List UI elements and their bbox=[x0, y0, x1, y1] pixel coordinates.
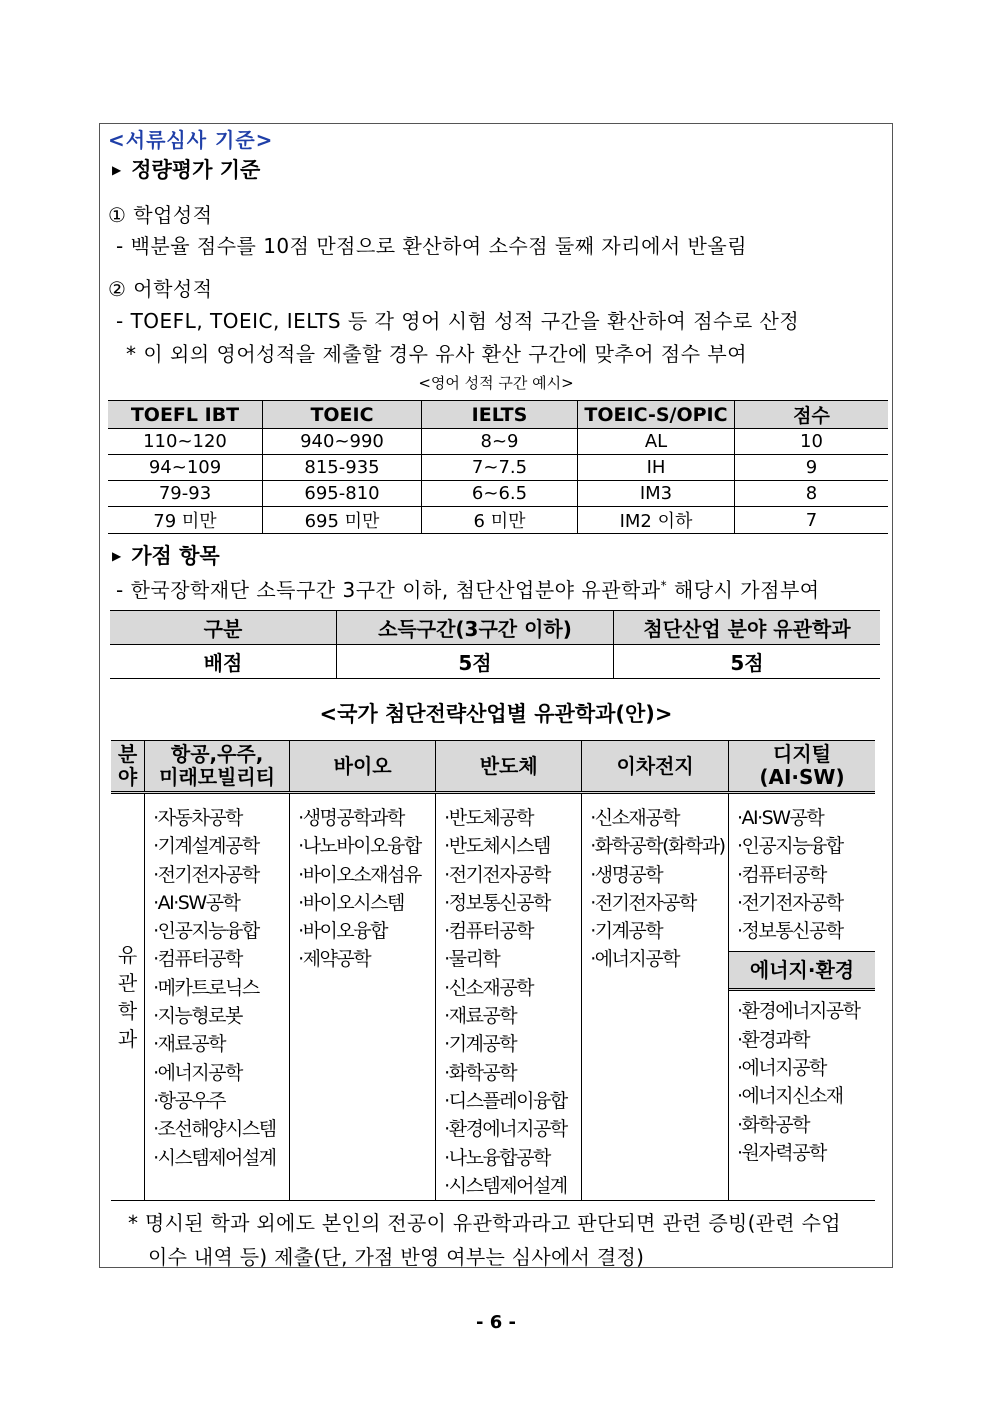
list-item: ·디스플레이융합 bbox=[444, 1089, 567, 1112]
list-item: ·기계공학 bbox=[590, 920, 663, 943]
list-item: ·신소재공학 bbox=[444, 976, 533, 999]
department-list bbox=[729, 793, 876, 1201]
table-cell: 6~6.5 bbox=[422, 481, 578, 507]
list-item: ·AI·SW공학 bbox=[153, 891, 240, 914]
list-item: ·반도체공학 bbox=[444, 807, 533, 829]
list-item: ·나노바이오융합 bbox=[298, 835, 421, 858]
list-item: ·에너지공학 bbox=[590, 948, 679, 971]
table-cell: 9 bbox=[735, 455, 889, 481]
list-item: ·메카트로닉스 bbox=[153, 976, 259, 999]
table-cell: 8 bbox=[735, 481, 889, 507]
list-item: ·전기전자공학 bbox=[590, 891, 696, 914]
department-list bbox=[582, 793, 729, 1201]
list-item: ·시스템제어설계 bbox=[153, 1146, 276, 1169]
column-header: 점수 bbox=[735, 401, 889, 429]
list-item: ·원자력공학 bbox=[737, 1141, 826, 1164]
list-item: ·물리학 bbox=[444, 948, 500, 971]
language-line: - TOEFL, TOEIC, IELTS 등 각 영어 시험 성적 구간을 환산하여 점수로 산정 bbox=[116, 309, 800, 333]
english-table-caption: <영어 성적 구간 예시> bbox=[418, 374, 574, 392]
list-item: ·에너지신소재 bbox=[737, 1085, 843, 1108]
list-item: ·컴퓨터공학 bbox=[153, 948, 242, 971]
list-item: ·바이오시스템 bbox=[298, 891, 404, 914]
table-cell: 940~990 bbox=[263, 429, 422, 455]
list-item: ·바이오융합 bbox=[298, 920, 387, 943]
list-item: ·신소재공학 bbox=[590, 807, 679, 829]
column-header: TOEIC bbox=[263, 401, 422, 429]
list-item: ·지능형로봇 bbox=[153, 1005, 242, 1028]
list-item: ·에너지공학 bbox=[153, 1061, 242, 1084]
table-cell: 79-93 bbox=[108, 481, 263, 507]
table-cell: 7 bbox=[735, 507, 889, 534]
bonus-section-title: ▶ 가점 항목 bbox=[112, 544, 220, 568]
list-item: ·전기전자공학 bbox=[737, 891, 843, 914]
column-header: TOEFL IBT bbox=[108, 401, 263, 429]
section-header: <서류심사 기준> bbox=[108, 128, 274, 152]
list-item: ·자동차공학 bbox=[153, 807, 242, 829]
table-row bbox=[108, 429, 888, 455]
energy-environment-list bbox=[737, 991, 875, 1167]
table-cell: 10 bbox=[735, 429, 889, 455]
table-header-row bbox=[111, 741, 875, 793]
table-header-row bbox=[108, 401, 888, 429]
list-item: ·에너지공학 bbox=[737, 1057, 826, 1080]
table-cell: 110~120 bbox=[108, 429, 263, 455]
column-header: 구분 bbox=[110, 611, 337, 645]
table-cell: 8~9 bbox=[422, 429, 578, 455]
list-item: ·재료공학 bbox=[444, 1005, 517, 1028]
table-cell: 6 미만 bbox=[422, 507, 578, 534]
list-item: ·정보통신공학 bbox=[737, 920, 843, 943]
column-header: 첨단산업 분야 유관학과 bbox=[614, 611, 881, 645]
list-item: ·정보통신공학 bbox=[444, 891, 550, 914]
list-item: ·조선해양시스템 bbox=[153, 1118, 276, 1141]
list-item: ·전기전자공학 bbox=[153, 863, 259, 886]
list-item: ·컴퓨터공학 bbox=[737, 863, 826, 886]
department-list bbox=[290, 793, 436, 1201]
list-item: ·바이오소재섬유 bbox=[298, 863, 421, 886]
list-item: ·AI·SW공학 bbox=[737, 807, 824, 829]
row-label: 유 관 학 과 bbox=[111, 793, 145, 1201]
quant-section-title: ▶ 정량평가 기준 bbox=[112, 158, 261, 182]
list-item: ·항공우주 bbox=[153, 1089, 226, 1112]
list-item: ·환경에너지공학 bbox=[737, 1000, 860, 1023]
column-header: TOEIC-S/OPIC bbox=[578, 401, 735, 429]
department-list bbox=[145, 793, 290, 1201]
academic-line: - 백분율 점수를 10점 만점으로 환산하여 소수점 둘째 자리에서 반올림 bbox=[116, 234, 748, 258]
column-header: 이차전지 bbox=[582, 741, 729, 793]
list-item: ·환경에너지공학 bbox=[444, 1118, 567, 1141]
table-cell: IH bbox=[578, 455, 735, 481]
column-header: 항공,우주, 미래모빌리티 bbox=[145, 741, 290, 793]
list-item: ·제약공학 bbox=[298, 948, 371, 971]
page-number: - 6 - bbox=[476, 1312, 516, 1333]
language-note: * 이 외의 영어성적을 제출할 경우 유사 환산 구간에 맞추어 점수 부여 bbox=[126, 342, 748, 366]
table-row bbox=[108, 507, 888, 534]
table-row bbox=[108, 455, 888, 481]
triangle-bullet-icon: ▶ bbox=[112, 549, 122, 563]
department-list bbox=[436, 793, 582, 1201]
bonus-table bbox=[110, 610, 880, 679]
field-corner-header: 분 야 bbox=[111, 741, 145, 793]
table-cell: 5점 bbox=[337, 645, 614, 679]
english-score-table bbox=[108, 400, 888, 534]
column-header: 반도체 bbox=[436, 741, 582, 793]
list-item: ·인공지능융합 bbox=[153, 920, 259, 943]
column-header: IELTS bbox=[422, 401, 578, 429]
bonus-line: - 한국장학재단 소득구간 3구간 이하, 첨단산업분야 유관학과* 해당시 가점부여 bbox=[116, 578, 820, 602]
list-item: ·기계설계공학 bbox=[153, 835, 259, 858]
list-item: ·생명공학과학 bbox=[298, 807, 404, 829]
list-item: ·컴퓨터공학 bbox=[444, 920, 533, 943]
table-cell: 695-810 bbox=[263, 481, 422, 507]
list-item: ·화학공학(화학과) bbox=[590, 835, 725, 858]
list-item: ·기계공학 bbox=[444, 1033, 517, 1056]
list-item: ·환경과학 bbox=[737, 1028, 809, 1051]
table-cell: 79 미만 bbox=[108, 507, 263, 534]
list-item: ·재료공학 bbox=[153, 1033, 226, 1056]
list-item: ·시스템제어설계 bbox=[444, 1174, 567, 1197]
column-header: 소득구간(3구간 이하) bbox=[337, 611, 614, 645]
table-cell: 7~7.5 bbox=[422, 455, 578, 481]
energy-environment-header: 에너지·환경 bbox=[729, 951, 875, 991]
table-cell: 배점 bbox=[110, 645, 337, 679]
table-cell: IM2 이하 bbox=[578, 507, 735, 534]
column-header: 바이오 bbox=[290, 741, 436, 793]
list-item: ·화학공학 bbox=[444, 1061, 517, 1084]
table-cell: 695 미만 bbox=[263, 507, 422, 534]
language-label: ② 어학성적 bbox=[108, 277, 213, 301]
list-item: ·인공지능융합 bbox=[737, 835, 843, 858]
list-item: ·반도체시스템 bbox=[444, 835, 550, 858]
list-item: ·나노융합공학 bbox=[444, 1146, 550, 1169]
list-item: ·화학공학 bbox=[737, 1113, 809, 1136]
table-cell: IM3 bbox=[578, 481, 735, 507]
table-cell: 5점 bbox=[614, 645, 881, 679]
triangle-bullet-icon: ▶ bbox=[112, 163, 122, 177]
list-item: ·생명공학 bbox=[590, 863, 663, 886]
departments-title: <국가 첨단전략산업별 유관학과(안)> bbox=[319, 702, 673, 726]
column-header: 디지털 (AI·SW) bbox=[729, 741, 876, 793]
table-row bbox=[110, 645, 880, 679]
table-header-row bbox=[110, 611, 880, 645]
departments-table bbox=[111, 740, 875, 1201]
table-row bbox=[108, 481, 888, 507]
table-cell: AL bbox=[578, 429, 735, 455]
table-cell: 815-935 bbox=[263, 455, 422, 481]
table-row bbox=[111, 793, 875, 1201]
academic-label: ① 학업성적 bbox=[108, 203, 213, 227]
table-cell: 94~109 bbox=[108, 455, 263, 481]
list-item: ·전기전자공학 bbox=[444, 863, 550, 886]
footnote: * 명시된 학과 외에도 본인의 전공이 유관학과라고 판단되면 관련 증빙(관련 수업 이수 내역 등) 제출(단, 가점 반영 여부는 심사에서 결정) bbox=[128, 1211, 841, 1269]
